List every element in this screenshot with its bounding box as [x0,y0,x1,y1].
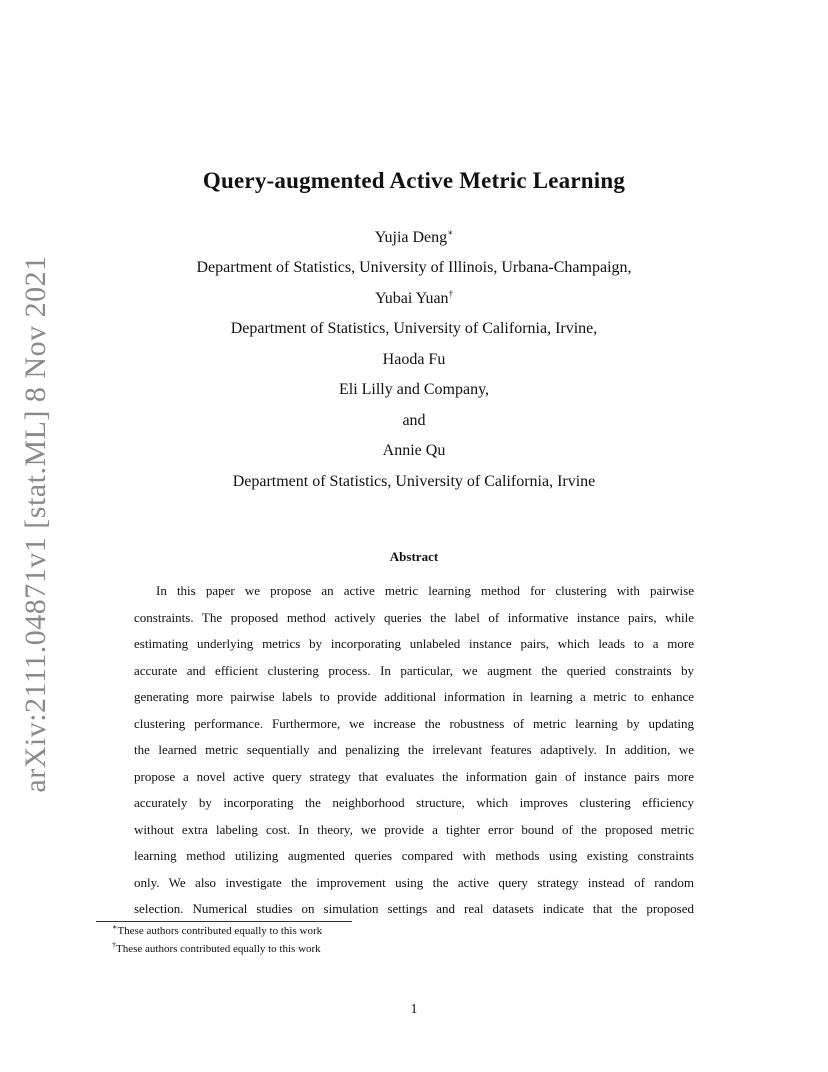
abstract-line: without extra labeling cost. In theory, we provide a tighter error bound of the proposed metric [134,821,694,837]
footnote-mark-star: ∗ [112,922,118,932]
author-conjunction: and [402,412,426,429]
author-name-4: Annie Qu [382,442,446,459]
footnote-1: ∗These authors contributed equally to this work [112,922,323,937]
abstract-line: estimating underlying metrics by incorporating unlabeled instance pairs, which leads to a more [134,636,694,651]
abstract-line: generating more pairwise labels to provide additional information in learning a metric to enhance [134,689,694,704]
author-affiliation-1: Department of Statistics, University of Illinois, Urbana-Champaign, [196,259,632,276]
author-affiliation-4: Department of Statistics, University of California, Irvine [232,473,596,490]
author-affiliation-3: Eli Lilly and Company, [338,381,490,398]
abstract-heading: Abstract [389,549,439,564]
arxiv-identifier-stamp: arXiv:2111.04871v1 [stat.ML] 8 Nov 2021 [19,255,52,793]
page-number: 1 [410,1002,418,1017]
abstract-line: propose a novel active query strategy that evaluates the information gain of instance pairs more [134,768,694,784]
abstract-line: accurately by incorporating the neighborhood structure, which improves clustering efficiency [134,795,694,810]
abstract-body [134,578,694,923]
abstract-line: clustering performance. Furthermore, we increase the robustness of metric learning by updating [134,715,694,731]
footnote-mark-star: ∗ [447,227,454,238]
footnote-mark-dagger: † [448,288,454,299]
abstract-line: In this paper we propose an active metric learning method for clustering with pairwise [156,583,694,598]
abstract-line: selection. Numerical studies on simulation settings and real datasets indicate that the proposed [134,901,694,916]
author-name-1: Yujia Deng∗ [374,227,454,246]
author-name-2: Yubai Yuan† [374,288,454,307]
footnote-divider [96,921,352,922]
abstract-line: the learned metric sequentially and penalizing the irrelevant features adaptively. In addition, we [134,742,694,757]
footnote-mark-dagger: † [112,940,116,950]
abstract-line: accurate and efficient clustering process. In particular, we augment the queried constraints by [134,662,694,678]
author-name-3: Haoda Fu [382,351,446,368]
footnote-2: †These authors contributed equally to this work [112,940,321,955]
abstract-line: constraints. The proposed method actively queries the label of informative instance pairs, while [134,609,694,625]
abstract-line: only. We also investigate the improvement using the active query strategy instead of random [134,874,694,890]
author-affiliation-2: Department of Statistics, University of California, Irvine, [230,320,598,337]
paper-title: Query-augmented Active Metric Learning [202,168,626,193]
abstract-line: learning method utilizing augmented queries compared with methods using existing constraints [134,848,694,863]
